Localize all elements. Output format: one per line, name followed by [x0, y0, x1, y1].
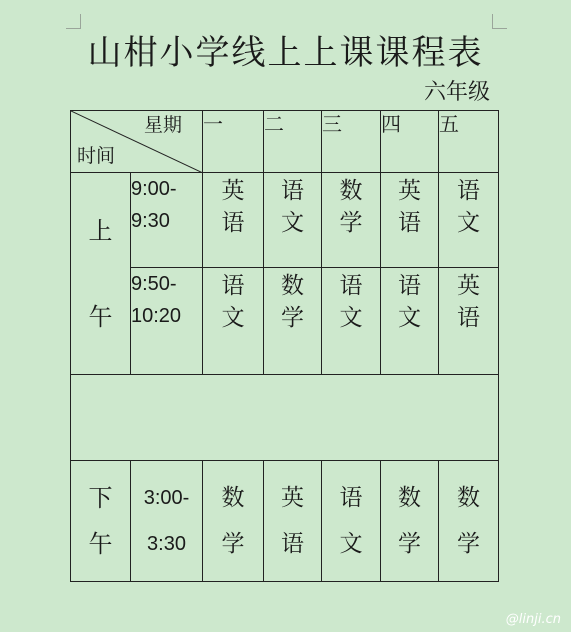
subject-char-2: 文 — [339, 305, 363, 331]
time-slot-end: 3:30 — [147, 533, 186, 555]
time-slot-start: 9:00- — [131, 178, 177, 200]
subject-cell — [264, 268, 322, 375]
subject-char-2: 文 — [221, 305, 245, 331]
subject-char-1: 语 — [339, 273, 363, 299]
subject-char-1: 语 — [221, 273, 245, 299]
page-corner-mark-right — [492, 14, 507, 29]
subject-cell — [203, 461, 264, 582]
subject-cell — [264, 461, 322, 582]
subject-char-1: 英 — [281, 485, 304, 511]
afternoon-row — [71, 461, 499, 582]
time-header-label: 时间 — [77, 145, 116, 167]
break-row — [71, 375, 499, 461]
subject-char-2: 文 — [281, 210, 304, 236]
subject-char-2: 学 — [457, 531, 480, 557]
subject-char-2: 学 — [221, 531, 245, 557]
break-cell — [71, 375, 499, 461]
subject-char-2: 语 — [221, 210, 245, 236]
subject-char-1: 数 — [457, 485, 480, 511]
time-slot-1 — [131, 173, 203, 268]
header-diagonal-cell — [71, 111, 203, 173]
afternoon-label-bottom: 午 — [88, 530, 113, 558]
time-slot-end: 10:20 — [131, 305, 182, 327]
subject-cell — [381, 173, 439, 268]
weekday-header-label: 星期 — [143, 114, 182, 136]
time-slot-3 — [131, 461, 203, 582]
subject-char-1: 数 — [281, 273, 304, 299]
day-header-2: 二 — [264, 111, 322, 173]
subject-cell — [439, 268, 499, 375]
watermark: @linji.cn — [505, 612, 561, 627]
subject-char-2: 学 — [339, 210, 363, 236]
subject-cell — [322, 173, 381, 268]
subject-cell — [381, 461, 439, 582]
subject-char-1: 语 — [281, 178, 304, 204]
time-slot-2 — [131, 268, 203, 375]
subject-cell — [439, 173, 499, 268]
time-slot-start: 9:50- — [131, 273, 177, 295]
subject-char-1: 语 — [339, 485, 363, 511]
subject-cell — [322, 268, 381, 375]
day-header-1: 一 — [203, 111, 264, 173]
subject-char-2: 语 — [281, 531, 304, 557]
subject-char-1: 语 — [457, 178, 480, 204]
subject-cell — [439, 461, 499, 582]
subject-char-1: 语 — [398, 273, 421, 299]
day-header-3: 三 — [322, 111, 381, 173]
grade-label: 六年级 — [423, 80, 490, 105]
subject-char-2: 文 — [398, 305, 421, 331]
subject-char-1: 英 — [221, 178, 245, 204]
afternoon-period-cell — [71, 461, 131, 582]
page-title: 山柑小学线上上课课程表 — [87, 33, 484, 73]
morning-row-1 — [71, 173, 499, 268]
page-corner-mark-left — [66, 14, 81, 29]
subject-cell — [264, 173, 322, 268]
morning-row-2 — [71, 268, 499, 375]
subject-cell — [203, 173, 264, 268]
schedule-table — [70, 110, 499, 582]
subject-char-2: 学 — [281, 305, 304, 331]
header-row — [71, 111, 499, 173]
subject-char-1: 英 — [457, 273, 480, 299]
morning-period-cell — [71, 173, 131, 375]
day-header-5: 五 — [439, 111, 499, 173]
day-header-4: 四 — [381, 111, 439, 173]
time-slot-end: 9:30 — [131, 210, 170, 232]
time-slot-start: 3:00- — [143, 487, 190, 509]
subject-char-1: 英 — [398, 178, 421, 204]
subject-char-2: 学 — [398, 531, 421, 557]
subject-cell — [322, 461, 381, 582]
subject-char-1: 数 — [398, 485, 421, 511]
subject-char-2: 文 — [339, 531, 363, 557]
subject-char-2: 语 — [398, 210, 421, 236]
morning-label-top: 上 — [88, 216, 113, 245]
subject-char-1: 数 — [221, 485, 245, 511]
subject-char-2: 文 — [457, 210, 480, 236]
morning-label-bottom: 午 — [88, 302, 113, 331]
afternoon-label-top: 下 — [88, 484, 113, 512]
subject-char-2: 语 — [457, 305, 480, 331]
subject-cell — [203, 268, 264, 375]
subject-char-1: 数 — [339, 178, 363, 204]
subject-cell — [381, 268, 439, 375]
